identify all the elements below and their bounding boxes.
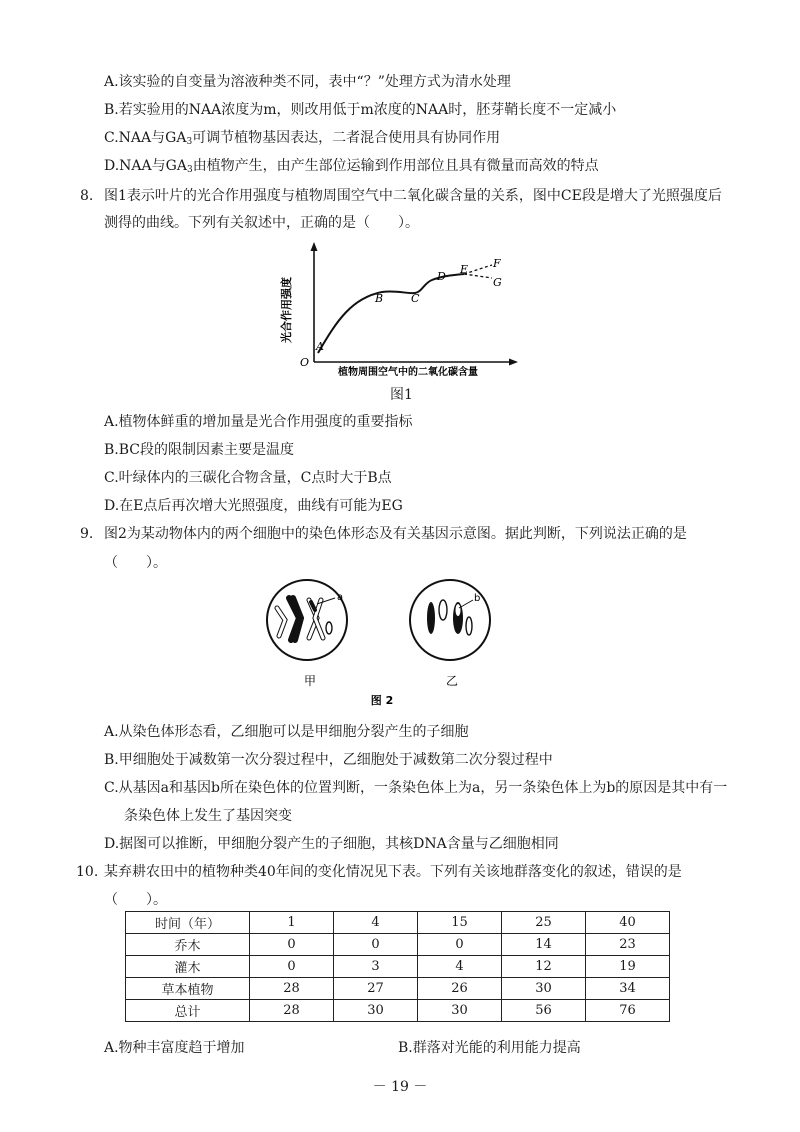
figure-2-cells xyxy=(255,580,525,710)
table-cell: 3 xyxy=(334,956,418,978)
table-cell: 40 xyxy=(586,912,670,934)
table-cell: 15 xyxy=(418,912,502,934)
q9-option-c-line1: C.从基因a和基因b所在染色体的位置判断，一条染色体上为a，另一条染色体上为b的原因是其中有一 xyxy=(104,780,728,796)
table-cell: 30 xyxy=(418,1000,502,1022)
q10-option-b: B.群落对光能的利用能力提高 xyxy=(398,1040,581,1056)
table-row xyxy=(126,934,670,956)
table-cell: 4 xyxy=(418,956,502,978)
curve-ef-dashed xyxy=(464,265,492,274)
q9-option-c-line2: 条染色体上发生了基因突变 xyxy=(124,808,292,824)
table-cell: 总计 xyxy=(126,1000,250,1022)
figure-1-photosynthesis-curve xyxy=(282,240,522,380)
figure-2-caption: 图 2 xyxy=(370,694,394,707)
y-axis-arrow xyxy=(311,242,318,251)
cell-jia xyxy=(267,580,347,660)
table-cell: 26 xyxy=(418,978,502,1000)
point-g-label: G xyxy=(493,276,502,289)
table-cell: 25 xyxy=(502,912,586,934)
point-a-label: A xyxy=(316,340,324,353)
table-cell: 28 xyxy=(250,1000,334,1022)
q8-option-d: D.在E点后再次增大光照强度，曲线有可能为EG xyxy=(104,498,403,514)
curve-eg-dashed xyxy=(464,274,492,278)
figure-1-caption: 图1 xyxy=(390,387,413,403)
q7-option-c: C.NAA与$GA_3$可调节植物基因表达，二者混合使用具有协同作用 xyxy=(104,130,501,147)
table-cell: 30 xyxy=(502,978,586,1000)
table-cell: 14 xyxy=(502,934,586,956)
q9-option-b: B.甲细胞处于减数第一次分裂过程中，乙细胞处于减数第二次分裂过程中 xyxy=(104,752,553,768)
cell-yi-label: 乙 xyxy=(445,674,459,688)
table-cell: 56 xyxy=(502,1000,586,1022)
q10-stem-line2: （ ）。 xyxy=(104,892,167,908)
point-c-label: C xyxy=(411,292,420,305)
table-cell: 34 xyxy=(586,978,670,1000)
point-b-label: B xyxy=(375,292,384,305)
table-cell: 76 xyxy=(586,1000,670,1022)
main-curve xyxy=(318,274,464,353)
table-cell: 0 xyxy=(250,934,334,956)
q9-option-d: D.据图可以推断，甲细胞分裂产生的子细胞，其核DNA含量与乙细胞相同 xyxy=(104,836,559,852)
q7-option-b: B.若实验用的NAA浓度为m，则改用低于m浓度的NAA时，胚芽鞘长度不一定减小 xyxy=(104,102,617,118)
q10-stem-line1: 某弃耕农田中的植物种类40年间的变化情况见下表。下列有关该地群落变化的叙述，错误的是 xyxy=(104,864,682,880)
table-cell: 乔木 xyxy=(126,934,250,956)
table-row xyxy=(126,1000,670,1022)
table-cell: 12 xyxy=(502,956,586,978)
x-axis-arrow xyxy=(509,359,518,366)
q9-number: 9. xyxy=(80,526,94,542)
point-e-label: E xyxy=(460,263,469,276)
q10-option-a: A.物种丰富度趋于增加 xyxy=(104,1040,245,1056)
point-d-label: D xyxy=(437,270,446,283)
q8-number: 8. xyxy=(80,188,94,204)
table-cell: 4 xyxy=(334,912,418,934)
table-row xyxy=(126,978,670,1000)
q9-stem-line1: 图2为某动物体内的两个细胞中的染色体形态及有关基因示意图。据此判断，下列说法正确的是 xyxy=(104,526,687,542)
table-cell: 灌木 xyxy=(126,956,250,978)
table-cell: 时间（年） xyxy=(126,912,250,934)
point-f-label: F xyxy=(493,257,501,270)
table-cell: 27 xyxy=(334,978,418,1000)
table-cell: 23 xyxy=(586,934,670,956)
table-cell: 19 xyxy=(586,956,670,978)
cell-yi xyxy=(410,580,490,660)
table-cell: 30 xyxy=(334,1000,418,1022)
table-cell: 0 xyxy=(250,956,334,978)
q8-option-a: A.植物体鲜重的增加量是光合作用强度的重要指标 xyxy=(104,414,413,430)
q9-option-a: A.从染色体形态看，乙细胞可以是甲细胞分裂产生的子细胞 xyxy=(104,724,469,740)
q8-option-c: C.叶绿体内的三碳化合物含量，C点时大于B点 xyxy=(104,470,392,486)
q9-stem-line2: （ ）。 xyxy=(104,555,167,571)
q7-option-a: A.该实验的自变量为溶液种类不同，表中“？”处理方式为清水处理 xyxy=(104,74,511,90)
table-cell: 0 xyxy=(418,934,502,956)
table-row xyxy=(126,956,670,978)
table-cell: 草本植物 xyxy=(126,978,250,1000)
species-table xyxy=(125,911,670,1022)
gene-b-label: b xyxy=(474,593,481,604)
table-cell: 1 xyxy=(250,912,334,934)
cell-jia-label: 甲 xyxy=(303,674,317,688)
q10-number: 10. xyxy=(76,864,99,880)
q7-option-d: D.NAA与$GA_3$由植物产生，由产生部位运输到作用部位且具有微量而高效的特点 xyxy=(104,158,599,175)
q8-stem-line1: 图1表示叶片的光合作用强度与植物周围空气中二氧化碳含量的关系，图中CE段是增大了光照强度后 xyxy=(104,188,722,204)
q8-stem-line2: 测得的曲线。下列有关叙述中，正确的是（ ）。 xyxy=(104,215,419,231)
y-axis-label: 光合作用强度 xyxy=(280,277,293,343)
table-cell: 28 xyxy=(250,978,334,1000)
page-number: － 19 － xyxy=(372,1079,428,1095)
origin-label: O xyxy=(300,356,310,369)
gene-a-label: a xyxy=(337,592,344,603)
table-header-row xyxy=(126,912,670,934)
table-cell: 0 xyxy=(334,934,418,956)
x-axis-label: 植物周围空气中的二氧化碳含量 xyxy=(338,367,478,378)
q8-option-b: B.BC段的限制因素主要是温度 xyxy=(104,442,294,458)
